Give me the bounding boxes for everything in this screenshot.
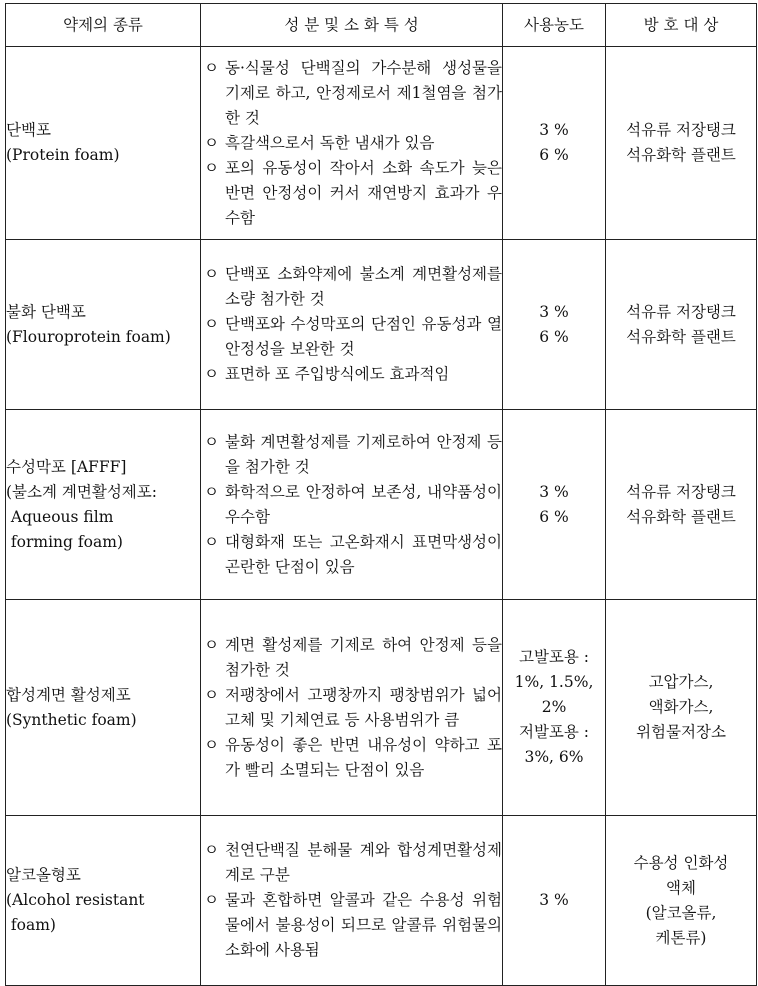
agent-name-line: (불소계 계면활성제포: [6, 482, 157, 501]
property-text: 불화 계면활성제를 기제로하여 안정제 등을 첨가한 것 [225, 432, 502, 476]
protection-target-line: 케톤류) [655, 928, 707, 947]
agent-name-line: (Synthetic foam) [6, 710, 137, 729]
agent-name-cell [6, 600, 201, 816]
property-text: 단백포와 수성막포의 단점인 유동성과 열안정성을 보완한 것 [225, 315, 502, 358]
property-text: 포의 유동성이 작아서 소화 속도가 늦은 반면 안정성이 커서 재연방지 효과가 우수함 [225, 158, 502, 227]
agent-name-line: 불화 단백포 [6, 302, 86, 321]
circle-bullet-icon: ㅇ [204, 432, 219, 451]
properties-list [201, 56, 502, 231]
circle-bullet-icon: ㅇ [204, 482, 219, 501]
table-row [6, 600, 757, 816]
concentration-value: 1%, 1.5%, 2% [514, 673, 594, 716]
circle-bullet-icon: ㅇ [204, 133, 219, 152]
header-concentration: 사용농도 [503, 4, 606, 47]
protection-target-line: 액체 [666, 878, 696, 897]
header-row [6, 4, 757, 47]
protection-target-line: 석유화학 플랜트 [626, 146, 736, 164]
property-item [201, 888, 502, 963]
property-text: 계면 활성제를 기제로 하여 안정제 등을 첨가한 것 [225, 635, 502, 679]
protection-target-cell [606, 410, 757, 600]
circle-bullet-icon: ㅇ [204, 685, 219, 704]
protection-target-line: 고압가스, [648, 673, 714, 691]
property-item [201, 362, 502, 387]
property-item [201, 480, 502, 530]
agent-name-line: 단백포 [6, 121, 51, 139]
concentration-cell [503, 600, 606, 816]
properties-list [201, 430, 502, 580]
agent-name-line: (Flouroprotein foam) [6, 327, 171, 346]
protection-target-line: (알코올류, [645, 903, 717, 922]
circle-bullet-icon: ㅇ [204, 891, 219, 909]
agent-name-line: (Protein foam) [6, 146, 120, 164]
concentration-value: 3 % [539, 302, 569, 321]
property-item [201, 312, 502, 362]
concentration-value: 6 % [539, 327, 569, 346]
circle-bullet-icon: ㅇ [204, 58, 219, 77]
agent-name-cell [6, 240, 201, 410]
concentration-value: 고발포용 : [518, 648, 590, 666]
protection-target-line: 석유류 저장탱크 [626, 482, 736, 501]
protection-target-line: 석유화학 플랜트 [626, 507, 736, 526]
property-item [201, 156, 502, 231]
circle-bullet-icon: ㅇ [204, 841, 219, 859]
circle-bullet-icon: ㅇ [204, 158, 219, 177]
protection-target-line: 석유류 저장탱크 [626, 121, 736, 139]
circle-bullet-icon: ㅇ [204, 365, 219, 383]
circle-bullet-icon: ㅇ [204, 315, 219, 333]
property-item [201, 430, 502, 480]
agent-name-line: foam) [6, 916, 56, 934]
concentration-value: 3 % [539, 121, 569, 139]
properties-list [201, 262, 502, 387]
agent-name-line: forming foam) [6, 532, 123, 551]
agent-name-line: (Alcohol resistant [6, 891, 145, 909]
agent-name-cell [6, 816, 201, 986]
property-text: 유동성이 좋은 반면 내유성이 약하고 포가 빨리 소멸되는 단점이 있음 [225, 735, 502, 779]
agent-name-cell [6, 47, 201, 240]
concentration-value: 3 % [539, 482, 569, 501]
property-text: 표면하 포 주입방식에도 효과적임 [225, 365, 450, 383]
concentration-cell [503, 816, 606, 986]
concentration-cell [503, 410, 606, 600]
concentration-value: 3%, 6% [524, 748, 584, 766]
properties-list [201, 633, 502, 783]
property-item [201, 683, 502, 733]
protection-target-cell [606, 816, 757, 986]
table-row [6, 47, 757, 240]
properties-list [201, 838, 502, 963]
protection-target-line: 액화가스, [648, 698, 714, 716]
circle-bullet-icon: ㅇ [204, 532, 219, 551]
circle-bullet-icon: ㅇ [204, 635, 219, 654]
protection-target-line: 위험물저장소 [636, 723, 726, 741]
concentration-cell [503, 47, 606, 240]
table-row [6, 240, 757, 410]
foam-agent-table [5, 3, 757, 986]
property-text: 단백포 소화약제에 불소계 계면활성제를 소량 첨가한 것 [225, 265, 502, 308]
concentration-value: 저발포용 : [518, 723, 590, 741]
table-row [6, 410, 757, 600]
concentration-value: 6 % [539, 507, 569, 526]
property-item [201, 131, 502, 156]
protection-target-line: 수용성 인화성 [633, 853, 729, 872]
table-row [6, 816, 757, 986]
protection-target-line: 석유화학 플랜트 [626, 327, 736, 346]
property-item [201, 838, 502, 888]
property-text: 동·식물성 단백질의 가수분해 생성물을 기제로 하고, 안정제로서 제1철염을 첨가한 것 [225, 58, 502, 127]
header-properties: 성 분 및 소 화 특 성 [201, 4, 503, 47]
circle-bullet-icon: ㅇ [204, 735, 219, 754]
agent-name-line: 합성계면 활성제포 [6, 685, 131, 704]
protection-target-cell [606, 600, 757, 816]
property-text: 저팽창에서 고팽창까지 팽창범위가 넓어 고체 및 기체연료 등 사용범위가 큼 [225, 685, 502, 729]
properties-cell [201, 600, 503, 816]
property-text: 흑갈색으로서 독한 냄새가 있음 [225, 133, 435, 152]
protection-target-line: 석유류 저장탱크 [626, 302, 736, 321]
protection-target-cell [606, 47, 757, 240]
properties-cell [201, 47, 503, 240]
property-item [201, 530, 502, 580]
header-target: 방 호 대 상 [606, 4, 757, 47]
property-item [201, 733, 502, 783]
property-text: 화학적으로 안정하여 보존성, 내약품성이 우수함 [225, 482, 502, 526]
agent-name-line: Aqueous film [6, 507, 114, 526]
concentration-value: 6 % [539, 146, 569, 164]
property-text: 천연단백질 분해물 계와 합성계면활성제계로 구분 [225, 841, 502, 884]
properties-cell [201, 816, 503, 986]
property-item [201, 56, 502, 131]
properties-cell [201, 410, 503, 600]
agent-name-line: 알코올형포 [6, 866, 81, 884]
concentration-value: 3 % [539, 891, 569, 909]
agent-name-cell [6, 410, 201, 600]
circle-bullet-icon: ㅇ [204, 265, 219, 283]
protection-target-cell [606, 240, 757, 410]
concentration-cell [503, 240, 606, 410]
properties-cell [201, 240, 503, 410]
agent-name-line: 수성막포 [AFFF] [6, 457, 127, 476]
property-text: 물과 혼합하면 알콜과 같은 수용성 위험물에서 불용성이 되므로 알콜류 위험물의 소화에 사용됨 [225, 891, 502, 959]
header-type: 약제의 종류 [6, 4, 201, 47]
property-item [201, 633, 502, 683]
property-text: 대형화재 또는 고온화재시 표면막생성이 곤란한 단점이 있음 [225, 532, 502, 576]
property-item [201, 262, 502, 312]
